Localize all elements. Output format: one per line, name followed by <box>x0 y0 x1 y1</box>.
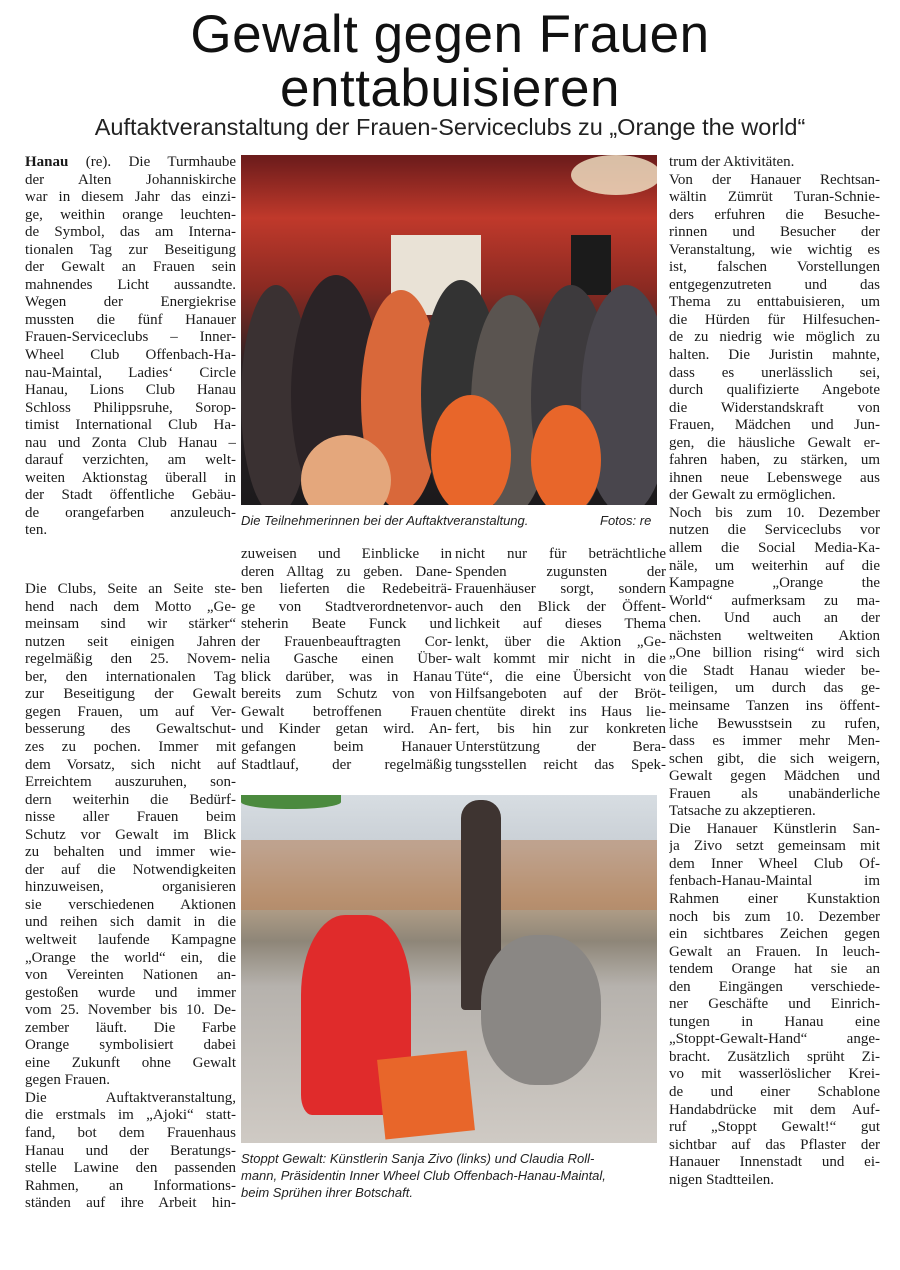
text-line: tionalen Tag zur Beseitigung <box>25 241 236 258</box>
text-line: fert, bis hin zur konkreten <box>455 721 666 738</box>
text-line: und Kinder getan wird. An- <box>241 721 452 738</box>
text-line: nutzen die Serviceclubs vor <box>669 522 880 539</box>
column-1 <box>25 154 236 1213</box>
text-line: durch qualifizierte Angebote <box>669 382 880 399</box>
text-line: de orangefarben anzuleuch- <box>25 504 236 521</box>
text-line: ge, weithin orange leuchten- <box>25 206 236 223</box>
text-line: blick darüber, was in Hanau <box>241 668 452 685</box>
text-line: sie verschiedenen Aktionen <box>25 896 236 913</box>
photo-caption-line: mann, Präsidentin Inner Wheel Club Offenbach-Hanau-Maintal, <box>241 1168 606 1183</box>
text-line: und reihen sich damit in die <box>25 914 236 931</box>
photo-credit: Fotos: re <box>600 513 652 528</box>
text-line: de zu niedrig wie möglich zu <box>669 329 880 346</box>
column-4 <box>669 154 880 1189</box>
text-line: meinsam sind wir stärker“ <box>25 616 236 633</box>
text-line: schen gibt, die sich weigern, <box>669 750 880 767</box>
text-line: Frauenhäuser sorgt, sondern <box>455 581 666 598</box>
text-line: Spenden zugunsten der <box>455 563 666 580</box>
text-line: ge von Stadtverordnetenvor- <box>241 598 452 615</box>
text-line: Hilfsangeboten auf der Bröt- <box>455 686 666 703</box>
text-line: zur Beseitigung der Gewalt <box>25 686 236 703</box>
text-line: ruf „Stoppt Gewalt!“ gut <box>669 1119 880 1136</box>
text-line: Hanauer Innenstadt und ei- <box>669 1154 880 1171</box>
text-line: meinsame Tanzen ins öffent- <box>669 697 880 714</box>
paragraph <box>241 546 452 774</box>
text-line: vo mit wasserlöslicher Krei- <box>669 1066 880 1083</box>
text-line: dem Vorsatz, sich nicht auf <box>25 756 236 773</box>
text-line: tungen in Hanau eine <box>669 1013 880 1030</box>
text-line: Frauen, Mädchen und Jun- <box>669 417 880 434</box>
text-line: trum der Aktivitäten. <box>669 154 795 170</box>
text-line: der auf die Notwendigkeiten <box>25 861 236 878</box>
text-line: Handabdrücke mit dem Auf- <box>669 1101 880 1118</box>
text-line: stelle Lawine den passenden <box>25 1160 236 1177</box>
paragraph <box>669 172 880 505</box>
text-line: Frauen-Serviceclubs – Inner- <box>25 329 236 346</box>
text-line: dem Inner Wheel Club Of- <box>669 855 880 872</box>
text-line: Schloss Philippsruhe, Sorop- <box>25 399 236 416</box>
photo-caption-line: beim Sprühen ihrer Botschaft. <box>241 1185 413 1200</box>
text-line: „One billion rising“ wird sich <box>669 645 880 662</box>
text-line: bracht. Zusätzlich sprüht Zi- <box>669 1048 880 1065</box>
text-line: Frauen als unabänderliche <box>669 785 880 802</box>
text-line: besserung des Gewaltschut- <box>25 721 236 738</box>
text-line: ten. <box>25 522 48 539</box>
text-line: entgegenzutreten und das <box>669 276 880 293</box>
text-line: tungsstellen reicht das Spek- <box>455 756 666 773</box>
paragraph <box>25 154 236 540</box>
paragraph <box>669 821 880 1189</box>
paragraph <box>25 581 236 1090</box>
text-line: die erstmals im „Ajoki“ statt- <box>25 1107 236 1124</box>
text-line: nutzen seit einigen Jahren <box>25 633 236 650</box>
text-line: World“ aufmerksam zu ma- <box>669 592 880 609</box>
text-line <box>25 154 236 172</box>
text-line: der Stadt öffentliche Gebäu- <box>25 487 236 504</box>
text-line: bereits zum Schutz von von <box>241 686 452 703</box>
text-line: nächsten weltweiten Aktion <box>669 627 880 644</box>
column-3 <box>455 546 666 774</box>
text-line: ihnen neue Lebenswege aus <box>669 469 880 486</box>
text-line: fand, bot dem Frauenhaus <box>25 1124 236 1141</box>
text-line: lenkt, über die Aktion „Ge- <box>455 633 666 650</box>
text-line: nigen Stadtteilen. <box>669 1171 774 1188</box>
headline: Gewalt gegen Frauen <box>190 5 710 64</box>
text-line: der Gewalt an Frauen sein <box>25 259 236 276</box>
subtitle: Auftaktveranstaltung der Frauen-Serviceclubs zu „Orange the world“ <box>94 114 806 140</box>
text-line: gefangen beim Hanauer <box>241 739 452 756</box>
photo-caption: Die Teilnehmerinnen bei der Auftaktveranstaltung. <box>241 513 529 528</box>
text-line: nau-Maintal, Ladies‘ Circle <box>25 364 236 381</box>
text-line: hend nach dem Motto „Ge- <box>25 598 236 615</box>
umbrella <box>241 795 341 809</box>
text-line: gegen Frauen. <box>25 1072 110 1089</box>
dateline: Hanau <box>25 154 69 170</box>
text-line: der Gewalt zu ermöglichen. <box>669 487 836 504</box>
text-line: Tüte“, die eine Übersicht von <box>455 668 666 685</box>
text-line: die Widerstandskraft von <box>669 399 880 416</box>
text-line: halten. Die Juristin mahnte, <box>669 347 880 364</box>
text-line: mussten die fünf Hanauer <box>25 311 236 328</box>
text-line: noch bis zum 10. Dezember <box>669 908 880 925</box>
text-line: ner Geschäfte und Einrich- <box>669 996 880 1013</box>
text-line: Kampagne „Orange the <box>669 575 880 592</box>
paragraph <box>25 1090 236 1213</box>
text-line: Schutz vor Gewalt im Blick <box>25 826 236 843</box>
text-line: Hanau und der Beratungs- <box>25 1142 236 1159</box>
text-line: rinnen und Besucher der <box>669 224 880 241</box>
street-action-photo <box>241 795 657 1143</box>
text-line: „Orange the world“ ein, die <box>25 949 236 966</box>
photo-caption-line: Stoppt Gewalt: Künstlerin Sanja Zivo (links) und Claudia Roll- <box>241 1151 595 1166</box>
text-line: tendem Orange hat sie an <box>669 961 880 978</box>
paragraph <box>669 154 880 172</box>
text-line: Die Clubs, Seite an Seite ste- <box>25 581 236 598</box>
text-line: dass es unerlässlich sei, <box>669 364 880 381</box>
text-line: Veranstaltung, wie wichtig es <box>669 241 880 258</box>
group-photo <box>241 155 657 505</box>
text-line: ständen auf ihre Arbeit hin- <box>25 1195 236 1212</box>
text-line: vom 25. November bis 10. De- <box>25 1002 236 1019</box>
text-line: hinzuweisen, organisieren <box>25 879 236 896</box>
text-line: teiligen, um durch das ge- <box>669 680 880 697</box>
text-line: de und einer Schablone <box>669 1083 880 1100</box>
text-line: die Stadt Hanau wieder be- <box>669 662 880 679</box>
text-line: Erreichtem auszuruhen, son- <box>25 774 236 791</box>
text-line: zu behalten und immer wie- <box>25 844 236 861</box>
text-line: Von der Hanauer Rechtsan- <box>669 171 880 188</box>
text-line: fahren haben, zu stärken, um <box>669 452 880 469</box>
text-line: Thema zu enttabuisieren, um <box>669 294 880 311</box>
text-line: der Alten Johanniskirche <box>25 171 236 188</box>
text-line: Rahmen, an Informations- <box>25 1177 236 1194</box>
headline-line-2: enttabuisieren <box>280 59 620 118</box>
text-line: chen. Und auch an der <box>669 610 880 627</box>
text-line: Gewalt an Frauen. In leuch- <box>669 943 880 960</box>
text-line: weiten Aktionstag überall in <box>25 469 236 486</box>
text-line: Gewalt gegen Mädchen und <box>669 768 880 785</box>
paragraph <box>455 546 666 774</box>
column-2 <box>241 546 452 774</box>
text-line: ja Zivo setzt gemeinsam mit <box>669 838 880 855</box>
text-line: fenbach-Hanau-Maintal im <box>669 873 880 890</box>
text-line: nau und Zonta Club Hanau – <box>25 434 236 451</box>
text-line: „Stoppt-Gewalt-Hand“ ange- <box>669 1031 880 1048</box>
text-line: walt kommt mir nicht in die <box>455 651 666 668</box>
text-line: war in diesem Jahr das einzi- <box>25 189 236 206</box>
text-line: deren Alltag zu geben. Dane- <box>241 563 452 580</box>
text-line: Wegen der Energiekrise <box>25 294 236 311</box>
text-line: von Vereinten Nationen an- <box>25 967 236 984</box>
paragraph <box>669 505 880 821</box>
text-line: Die Auftaktveranstaltung, <box>25 1089 236 1106</box>
text-line: Die Hanauer Künstlerin San- <box>669 820 880 837</box>
text-line: Stadtlauf, der regelmäßig <box>241 756 452 773</box>
text-line: wältin Zümrüt Turan-Schnie- <box>669 189 880 206</box>
text-line: regelmäßig den 25. Novem- <box>25 651 236 668</box>
text-line: näle, um weiterhin auf die <box>669 557 880 574</box>
text-line: dass es immer mehr Men- <box>669 733 880 750</box>
text-line: ein sichtbares Zeichen gegen <box>669 926 880 943</box>
text-line: eine Zukunft ohne Gewalt <box>25 1054 236 1071</box>
text-line: steherin Beate Funck und <box>241 616 452 633</box>
text-line: zes zu pochen. Immer mit <box>25 738 236 755</box>
text-line: ist, falschen Vorstellungen <box>669 259 880 276</box>
text-line: lichkeit auf dieses Thema <box>455 616 666 633</box>
text-line: Unterstützung der Bera- <box>455 739 666 756</box>
text-line: Rahmen einer Kunstaktion <box>669 890 880 907</box>
text-line: Noch bis zum 10. Dezember <box>669 504 880 521</box>
text-line: Tatsache zu akzeptieren. <box>669 803 816 820</box>
text-line: ders erfuhren die Besuche- <box>669 206 880 223</box>
text-line: Wheel Club Offenbach-Ha- <box>25 347 236 364</box>
person-right <box>481 935 601 1085</box>
text-line: sichtbar auf das Pflaster der <box>669 1136 880 1153</box>
text-line: de Symbol, das am Interna- <box>25 224 236 241</box>
text-line: zember läuft. Die Farbe <box>25 1019 236 1036</box>
text-line: die Hürden für Hilfesuchen- <box>669 311 880 328</box>
text-line: allem die Social Media-Ka- <box>669 540 880 557</box>
text-line: nelia Gasche einen Über- <box>241 651 452 668</box>
text-line: dern weiterhin die Bedürf- <box>25 791 236 808</box>
text-line: gestoßen wurde und immer <box>25 984 236 1001</box>
stencil <box>377 1051 475 1140</box>
text-line: liche Bewusstsein zu rufen, <box>669 715 880 732</box>
text-line: auch den Blick der Öffent- <box>455 598 666 615</box>
text-line: ber, den internationalen Tag <box>25 668 236 685</box>
text-line: Gewalt betroffenen Frauen <box>241 703 452 720</box>
text-line: gegen Frauen, um auf Ver- <box>25 703 236 720</box>
text-line: timist International Club Ha- <box>25 417 236 434</box>
text-line: Orange symbolisiert dabei <box>25 1037 236 1054</box>
text-line: weltweit laufende Kampagne <box>25 931 236 948</box>
text-line-rest: (re). Die Turmhaube <box>85 154 236 170</box>
text-line: chentüte direkt ins Haus lie- <box>455 703 666 720</box>
text-line: darauf verzichten, am welt- <box>25 452 236 469</box>
text-line: gen, die häusliche Gewalt er- <box>669 434 880 451</box>
text-line: Hanau, Lions Club Hanau <box>25 382 236 399</box>
text-line: zuweisen und Einblicke in <box>241 546 452 562</box>
text-line: ben lieferten die Redebeiträ- <box>241 581 452 598</box>
text-line: nisse aller Frauen beim <box>25 809 236 826</box>
text-line: mahnendes Licht aussandte. <box>25 276 236 293</box>
text-line: nicht nur für beträchtliche <box>455 546 666 562</box>
text-line: der Frauenbeauftragten Cor- <box>241 633 452 650</box>
buildings <box>241 840 657 910</box>
text-line: den Eingängen verschiede- <box>669 978 880 995</box>
